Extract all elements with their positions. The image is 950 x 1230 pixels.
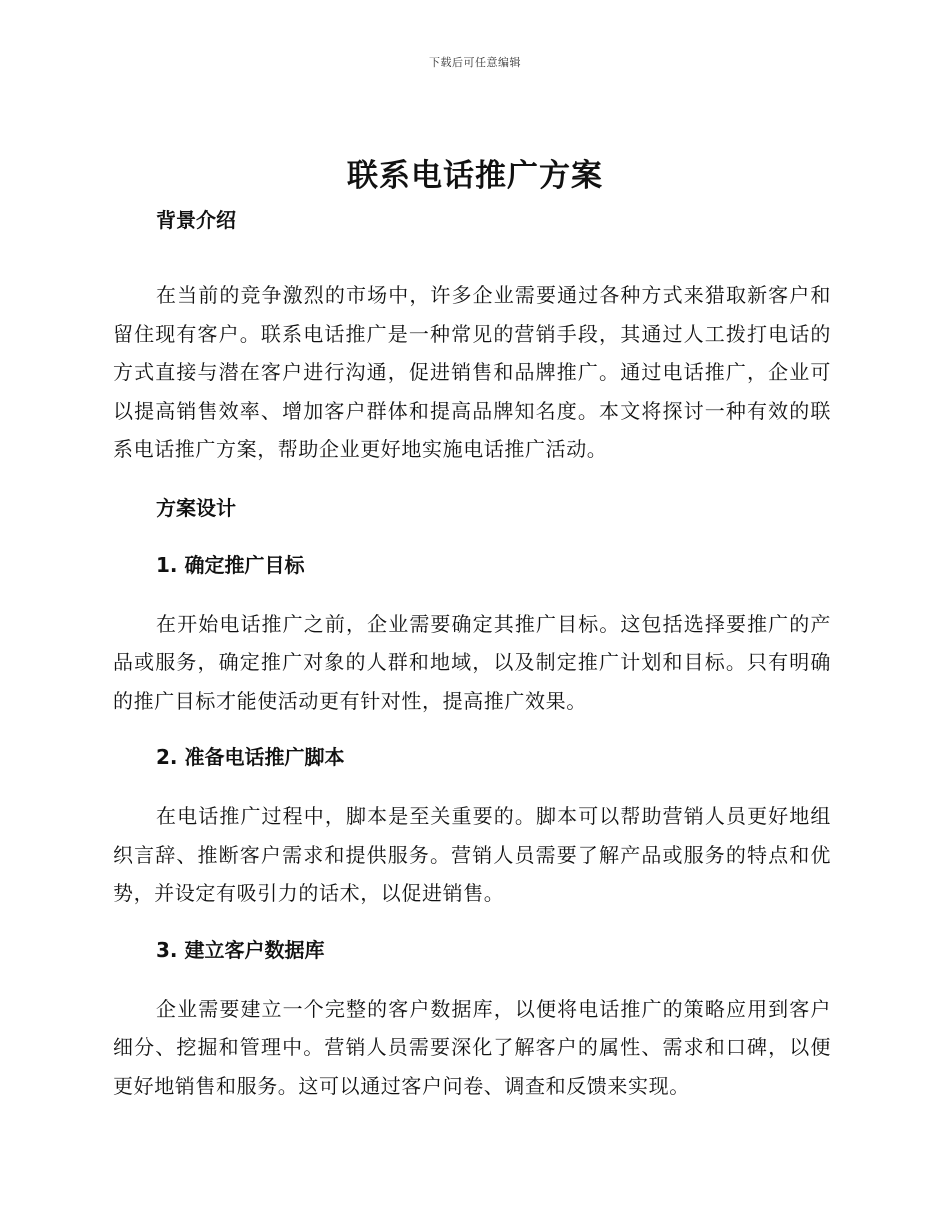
subsection-heading-goals: 1. 确定推广目标 xyxy=(156,552,305,577)
paragraph-background: 在当前的竞争激烈的市场中，许多企业需要通过各种方式来猎取新客户和留住现有客户。联系电话推广是一种常见的营销手段，其通过人工拨打电话的方式直接与潜在客户进行沟通，促进销售和品牌推广。通过电话推广，企业可以提高销售效率、增加客户群体和提高品牌知名度。本文将探讨一种有效的联系电话推广方案，帮助企业更好地实施电话推广活动。 xyxy=(113,283,831,461)
document-title: 联系电话推广方案 xyxy=(347,158,603,194)
section-heading-plan: 方案设计 xyxy=(156,495,236,520)
subsection-heading-script: 2. 准备电话推广脚本 xyxy=(156,745,345,769)
section-heading-background: 背景介绍 xyxy=(156,208,236,232)
paragraph-script: 在电话推广过程中，脚本是至关重要的。脚本可以帮助营销人员更好地组织言辞、推断客户需求和提供服务。营销人员需要了解产品或服务的特点和优势，并设定有吸引力的话术，以促进销售。 xyxy=(113,804,831,905)
page-header-note: 下载后可任意编辑 xyxy=(429,56,521,69)
document-body xyxy=(113,200,831,1105)
paragraph-database: 企业需要建立一个完整的客户数据库，以便将电话推广的策略应用到客户细分、挖掘和管理中。营销人员需要深化了解客户的属性、需求和口碑，以便更好地销售和服务。这可以通过客户问卷、调查和反馈来实现。 xyxy=(113,996,831,1098)
subsection-heading-database: 3. 建立客户数据库 xyxy=(156,937,325,962)
paragraph-goals: 在开始电话推广之前，企业需要确定其推广目标。这包括选择要推广的产品或服务，确定推广对象的人群和地域，以及制定推广计划和目标。只有明确的推广目标才能使活动更有针对性，提高推广效果。 xyxy=(113,611,831,713)
